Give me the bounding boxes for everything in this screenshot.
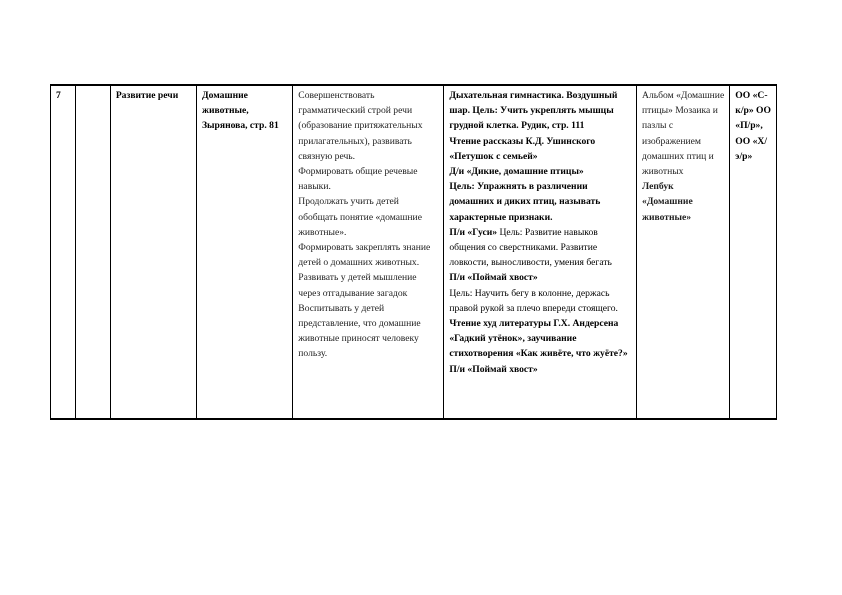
activity-item: Чтение худ литературы Г.Х. Андерсена «Гадкий утёнок», заучивание стихотворения «Как живёте, что жуёте?» (449, 318, 628, 360)
materials-text: Альбом «Домашние птицы» Мозаика и пазлы с изображением домашних птиц и животных (642, 90, 725, 178)
topic-cell: Домашние животные, Зырянова, стр. 81 (196, 85, 292, 419)
educational-area-cell: Развитие речи (110, 85, 196, 419)
materials-cell (637, 85, 730, 419)
goal-item: Воспитывать у детей представление, что домашние животные приносят человеку пользу. (298, 302, 421, 360)
activity-item: Цель: Научить бегу в колонне, держась правой рукой за плечо впереди стоящего. (449, 287, 618, 314)
empty-cell (76, 85, 110, 419)
activities-cell (444, 85, 637, 419)
activity-item: П/и «Поймай хвост» (449, 363, 538, 375)
integration-cell: ОО «С-к/р» ОО «П/р», ОО «Х/э/р» (730, 85, 777, 419)
table-row (51, 85, 777, 419)
activity-lead: П/и «Гуси» (449, 226, 498, 238)
activity-item: Чтение рассказы К.Д. Ушинского «Петушок с семьей» (449, 135, 596, 162)
activity-item: П/и «Поймай хвост» (449, 272, 538, 284)
goals-cell (293, 85, 444, 419)
activity-item: Д/и «Дикие, домашние птицы» (449, 166, 584, 178)
row-number-cell: 7 (51, 85, 76, 419)
goal-item: Продолжать учить детей обобщать понятие «домашние животные». (298, 196, 422, 238)
materials-lapbook: Лепбук «Домашние животные» (642, 181, 693, 223)
goal-item: Формировать общие речевые навыки. (298, 166, 418, 193)
lesson-plan-table (50, 84, 777, 420)
goal-item: Формировать закреплять знание детей о домашних животных. Развивать у детей мышление через отгадывание загадок (298, 242, 431, 299)
activity-item: П/и «Гуси» Цель: Развитие навыков общения со сверстниками. Развитие ловкости, выносливости, умения бегать (449, 226, 612, 269)
activity-item: Цель: Упражнять в различении домашних и диких птиц, называть характерные признаки. (449, 181, 601, 223)
goal-item: Совершенствовать грамматический строй речи (образование притяжательных прилагательных), развивать связную речь. (298, 90, 423, 162)
activity-item: Дыхательная гимнастика. Воздушный шар. Цель: Учить укреплять мышцы грудной клетка. Рудик, стр. 111 (449, 90, 618, 132)
